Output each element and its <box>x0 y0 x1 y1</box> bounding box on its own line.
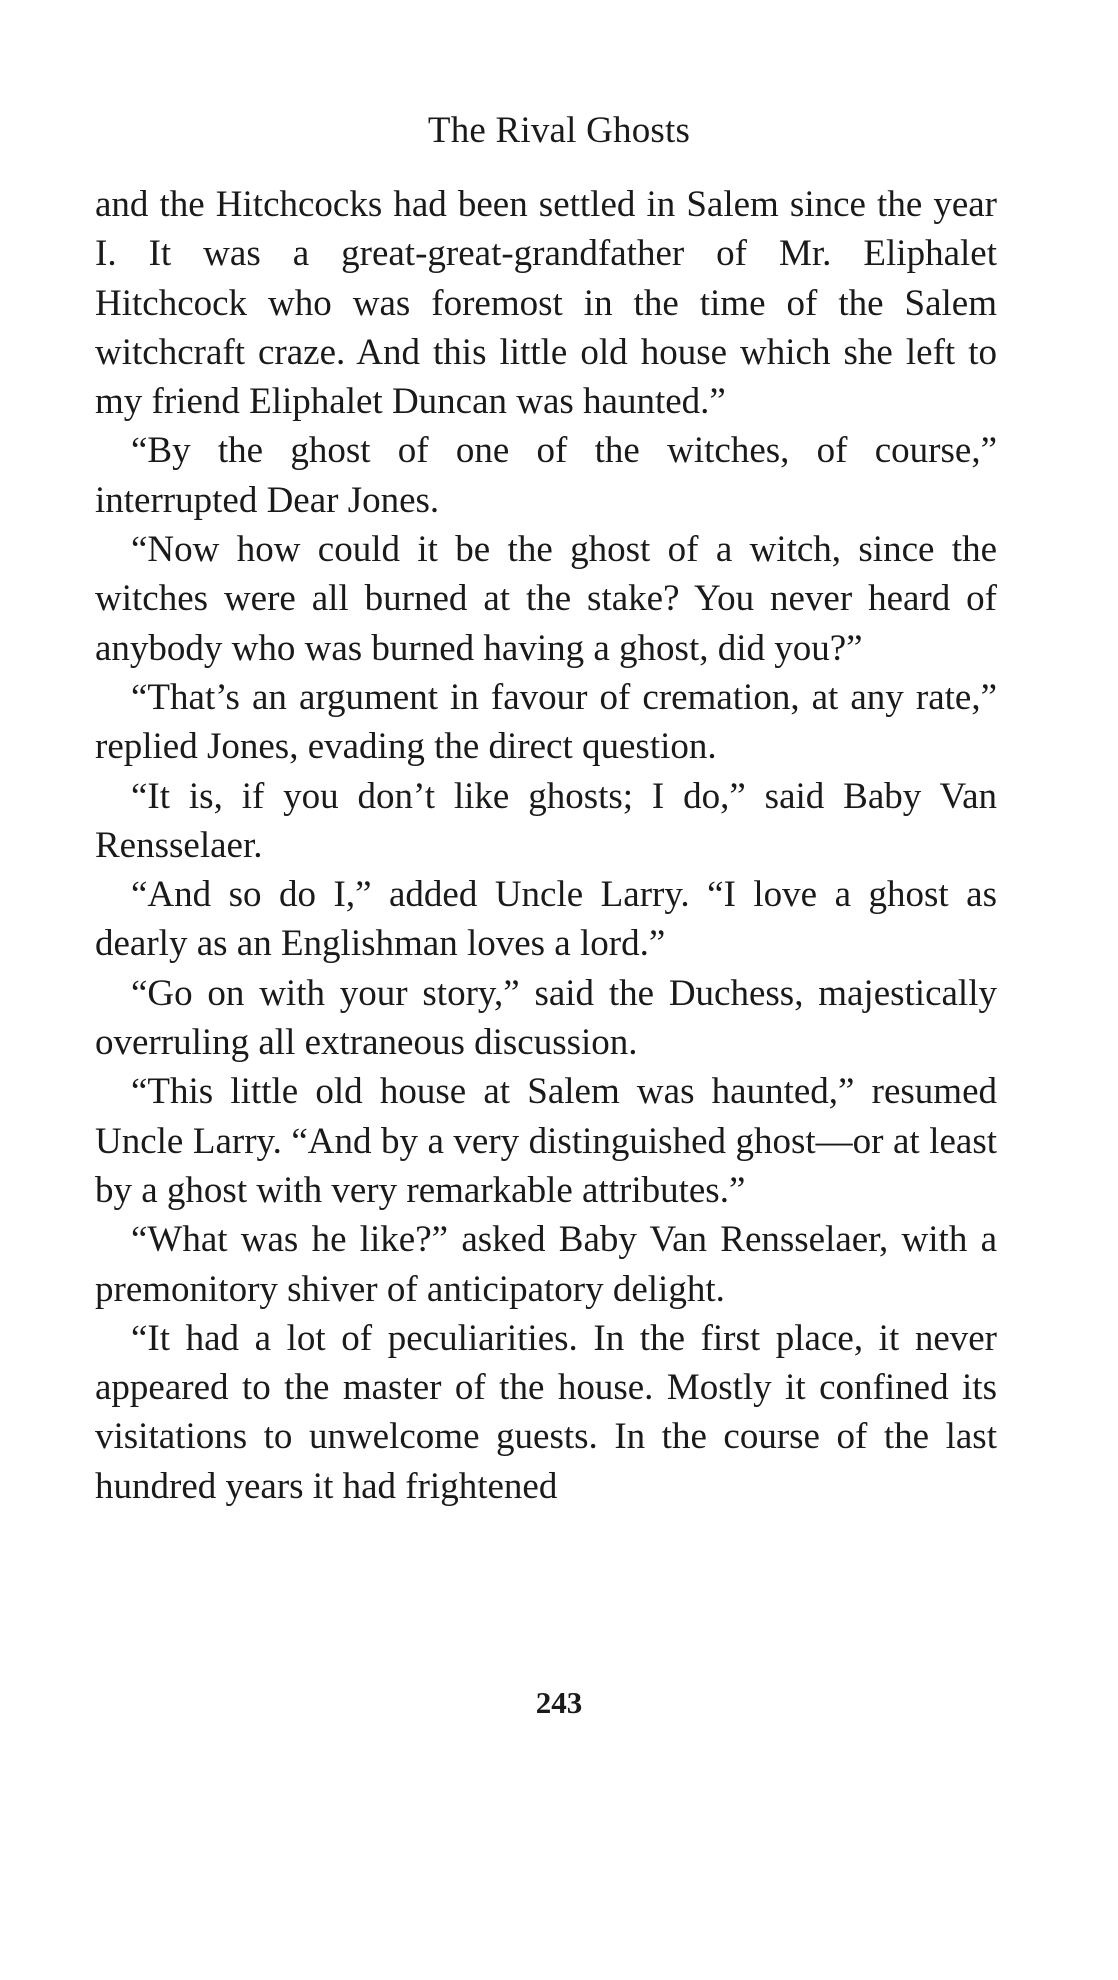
page-number: 243 <box>535 1685 583 1720</box>
paragraph: “It is, if you don’t like ghosts; I do,” said Baby Van Rensselaer. <box>95 775 997 866</box>
paragraph: “That’s an argument in favour of cremation, at any rate,” replied Jones, evading the direct question. <box>95 676 997 768</box>
paragraph: “What was he like?” asked Baby Van Rensselaer, with a premonitory shiver of anticipatory delight. <box>95 1219 997 1310</box>
paragraph: “It had a lot of peculiarities. In the first place, it never appeared to the master of the house. Mostly it confined its visitations to unwelcome guests. In the course of the last hundred years it had frightened <box>95 1317 997 1507</box>
body-text <box>95 180 997 1511</box>
running-head: The Rival Ghosts <box>427 110 691 151</box>
paragraph: “And so do I,” added Uncle Larry. “I love a ghost as dearly as an Englishman loves a lord.” <box>95 874 997 965</box>
paragraph: “Now how could it be the ghost of a witch, since the witches were all burned at the stake? You never heard of anybody who was burned having a ghost, did you?” <box>95 529 997 669</box>
paragraph: and the Hitchcocks had been settled in Salem since the year I. It was a great-great-grandfather of Mr. Eliphalet Hitchcock who was foremost in the time of the Salem witchcraft craze. And this little old house which she left to my friend Eliphalet Duncan was haunted.” <box>95 184 997 423</box>
paragraph: “This little old house at Salem was haunted,” resumed Uncle Larry. “And by a very distinguished ghost—or at least by a ghost with very remarkable attributes.” <box>95 1071 997 1211</box>
paragraph: “By the ghost of one of the witches, of course,” interrupted Dear Jones. <box>95 430 997 521</box>
paragraph: “Go on with your story,” said the Duchess, majestically overruling all extraneous discussion. <box>95 972 997 1064</box>
